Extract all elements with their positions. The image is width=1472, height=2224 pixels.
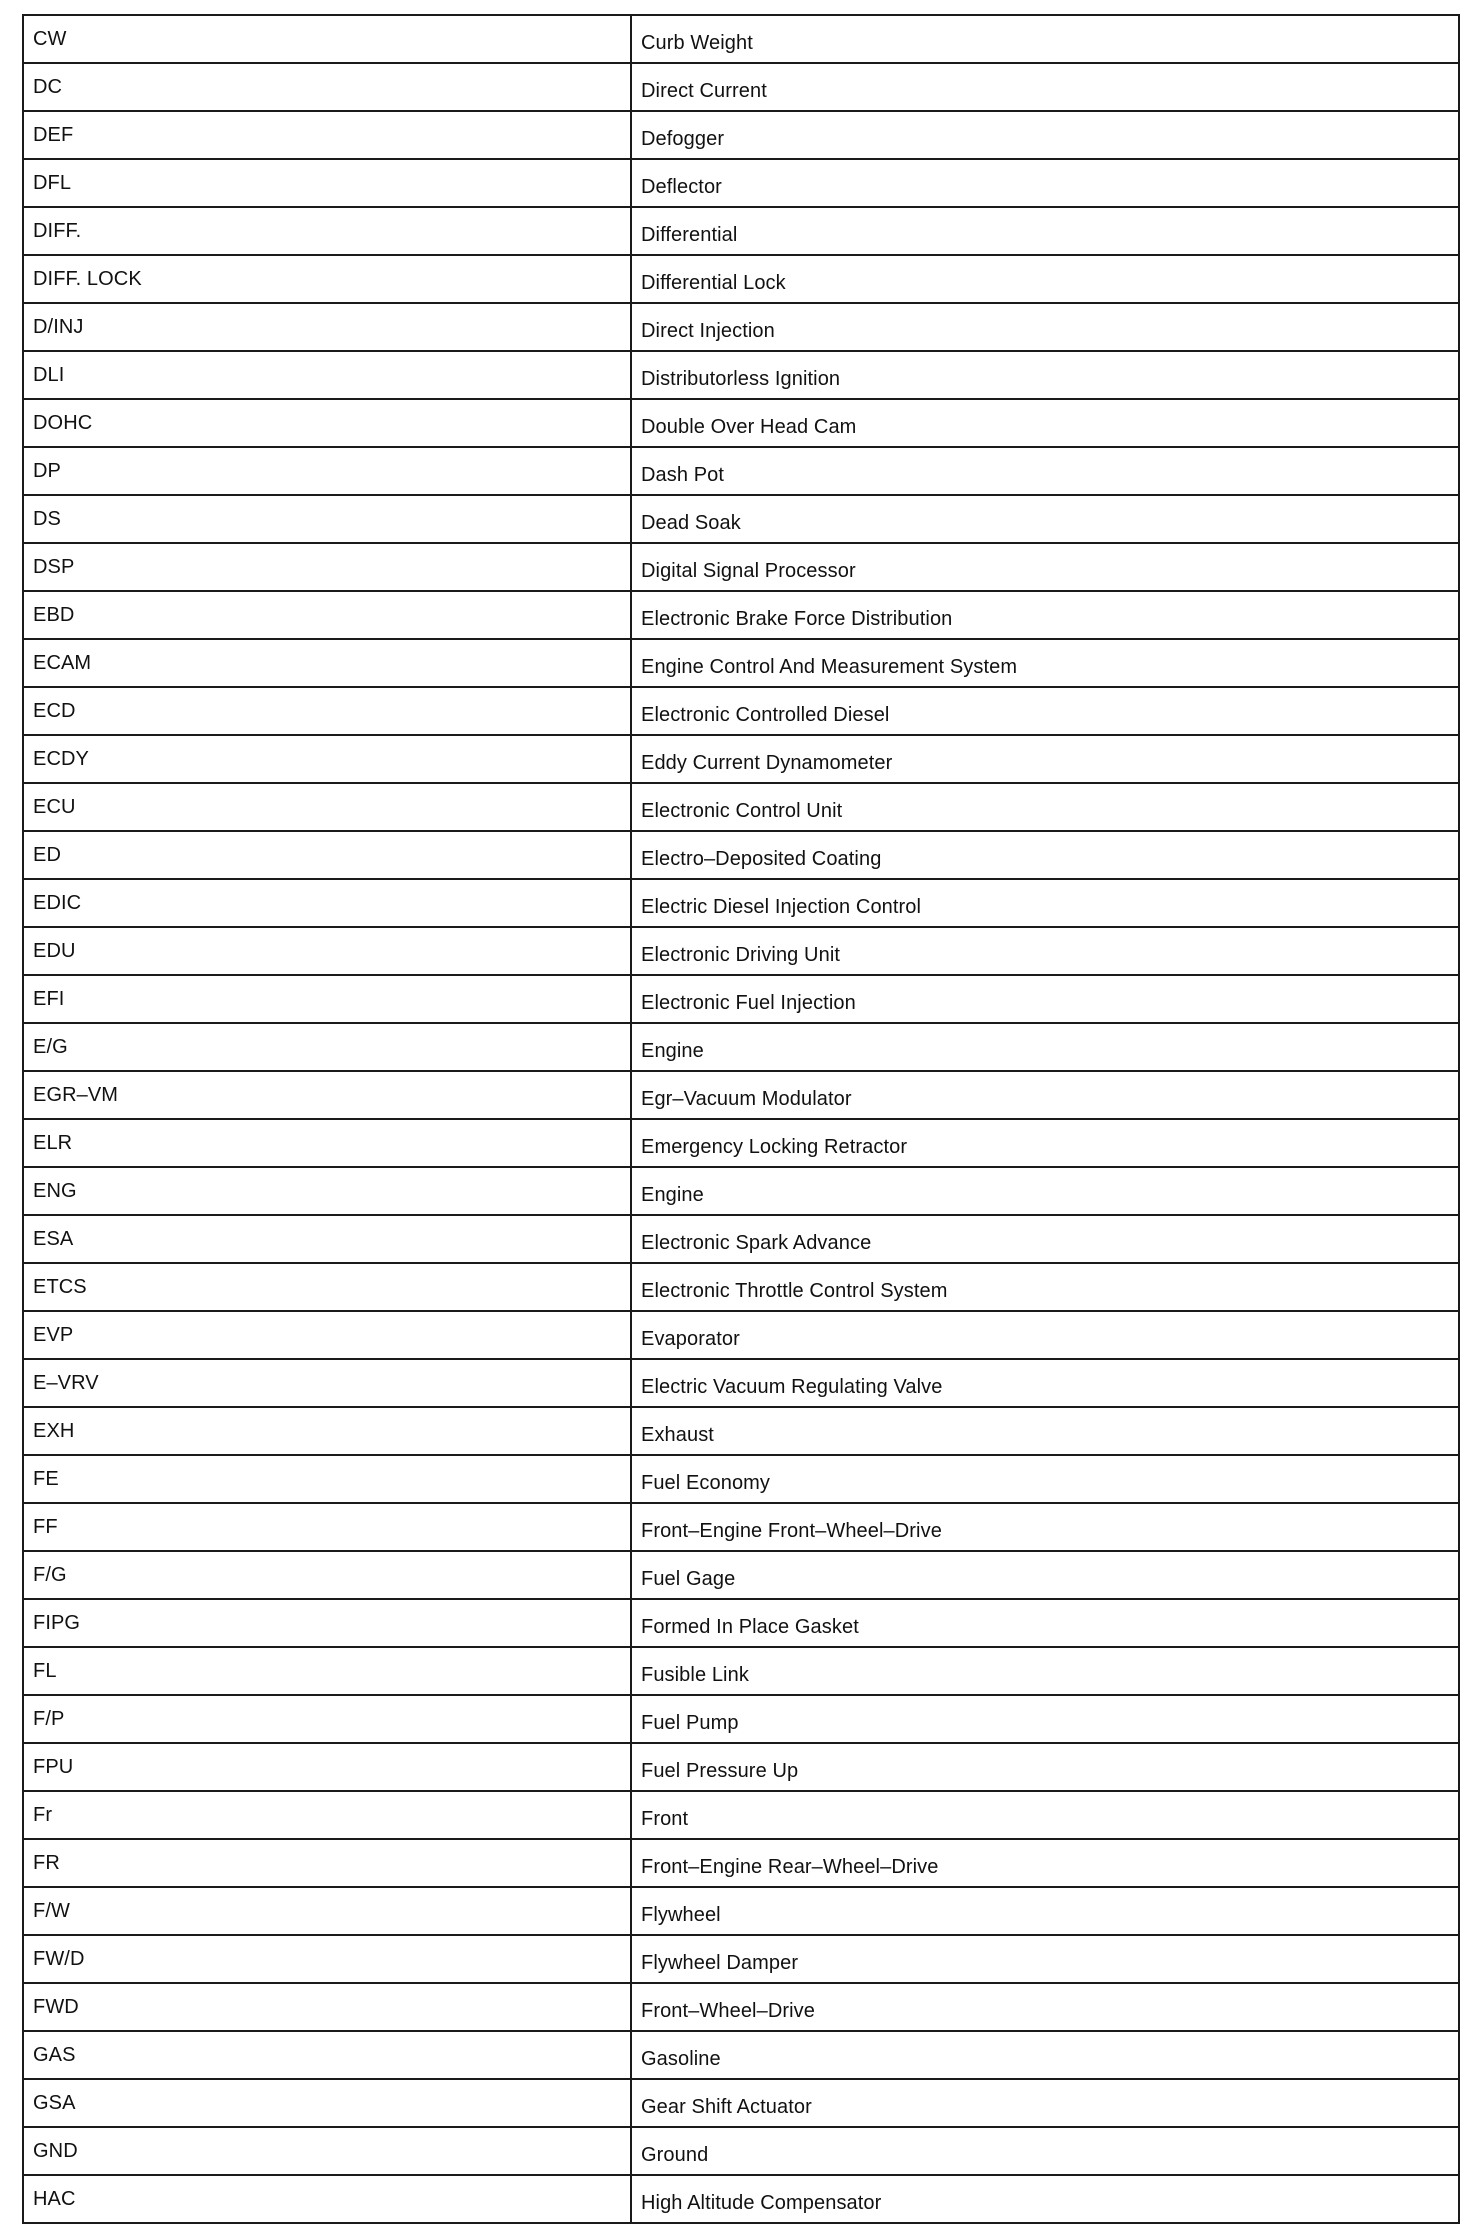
table-row — [23, 15, 1459, 63]
table-row — [23, 351, 1459, 399]
table-row — [23, 1503, 1459, 1551]
meaning-cell: Electronic Fuel Injection — [631, 975, 1459, 1023]
table-row — [23, 1359, 1459, 1407]
meaning-cell: Eddy Current Dynamometer — [631, 735, 1459, 783]
meaning-cell: Flywheel Damper — [631, 1935, 1459, 1983]
meaning-cell: Fusible Link — [631, 1647, 1459, 1695]
meaning-cell: Fuel Pressure Up — [631, 1743, 1459, 1791]
abbreviation-cell: FPU — [23, 1743, 631, 1791]
abbreviation-cell: ECDY — [23, 735, 631, 783]
table-row — [23, 111, 1459, 159]
abbreviation-cell: FIPG — [23, 1599, 631, 1647]
abbreviation-table — [22, 14, 1460, 2224]
abbreviation-cell: FF — [23, 1503, 631, 1551]
abbreviation-cell: ELR — [23, 1119, 631, 1167]
meaning-cell: Electronic Throttle Control System — [631, 1263, 1459, 1311]
abbreviation-cell: ECD — [23, 687, 631, 735]
meaning-cell: Engine — [631, 1023, 1459, 1071]
meaning-cell: Dash Pot — [631, 447, 1459, 495]
meaning-cell: Front–Engine Rear–Wheel–Drive — [631, 1839, 1459, 1887]
table-row — [23, 543, 1459, 591]
meaning-cell: Double Over Head Cam — [631, 399, 1459, 447]
table-row — [23, 1551, 1459, 1599]
meaning-cell: Distributorless Ignition — [631, 351, 1459, 399]
table-row — [23, 1263, 1459, 1311]
abbreviation-cell: EVP — [23, 1311, 631, 1359]
abbreviation-cell: Fr — [23, 1791, 631, 1839]
abbreviation-cell: DC — [23, 63, 631, 111]
meaning-cell: Evaporator — [631, 1311, 1459, 1359]
meaning-cell: Differential — [631, 207, 1459, 255]
abbreviation-cell: E/G — [23, 1023, 631, 1071]
meaning-cell: Digital Signal Processor — [631, 543, 1459, 591]
table-row — [23, 1455, 1459, 1503]
abbreviation-cell: EDIC — [23, 879, 631, 927]
table-row — [23, 159, 1459, 207]
abbreviation-cell: ED — [23, 831, 631, 879]
meaning-cell: Exhaust — [631, 1407, 1459, 1455]
meaning-cell: Electronic Controlled Diesel — [631, 687, 1459, 735]
meaning-cell: Electronic Brake Force Distribution — [631, 591, 1459, 639]
meaning-cell: Electric Vacuum Regulating Valve — [631, 1359, 1459, 1407]
table-row — [23, 2175, 1459, 2223]
table-row — [23, 495, 1459, 543]
meaning-cell: Front–Engine Front–Wheel–Drive — [631, 1503, 1459, 1551]
meaning-cell: Dead Soak — [631, 495, 1459, 543]
table-row — [23, 591, 1459, 639]
abbreviation-cell: EDU — [23, 927, 631, 975]
meaning-cell: Formed In Place Gasket — [631, 1599, 1459, 1647]
table-row — [23, 1647, 1459, 1695]
table-row — [23, 1407, 1459, 1455]
meaning-cell: Emergency Locking Retractor — [631, 1119, 1459, 1167]
abbreviation-cell: DFL — [23, 159, 631, 207]
table-row — [23, 1743, 1459, 1791]
table-row — [23, 303, 1459, 351]
abbreviation-cell: EGR–VM — [23, 1071, 631, 1119]
meaning-cell: Gasoline — [631, 2031, 1459, 2079]
abbreviation-cell: DLI — [23, 351, 631, 399]
abbreviation-cell: DIFF. — [23, 207, 631, 255]
table-row — [23, 1215, 1459, 1263]
abbreviation-cell: F/P — [23, 1695, 631, 1743]
abbreviation-cell: ENG — [23, 1167, 631, 1215]
table-row — [23, 2079, 1459, 2127]
table-row — [23, 1839, 1459, 1887]
meaning-cell: Ground — [631, 2127, 1459, 2175]
abbreviation-cell: F/W — [23, 1887, 631, 1935]
meaning-cell: Engine — [631, 1167, 1459, 1215]
meaning-cell: Electro–Deposited Coating — [631, 831, 1459, 879]
table-row — [23, 255, 1459, 303]
abbreviation-cell: FWD — [23, 1983, 631, 2031]
abbreviation-cell: EXH — [23, 1407, 631, 1455]
meaning-cell: Electronic Control Unit — [631, 783, 1459, 831]
abbreviation-cell: GND — [23, 2127, 631, 2175]
abbreviation-cell: E–VRV — [23, 1359, 631, 1407]
table-row — [23, 63, 1459, 111]
abbreviation-sheet — [22, 14, 1460, 2224]
abbreviation-cell: FW/D — [23, 1935, 631, 1983]
table-row — [23, 447, 1459, 495]
abbreviation-cell: DOHC — [23, 399, 631, 447]
table-row — [23, 1983, 1459, 2031]
table-row — [23, 1311, 1459, 1359]
abbreviation-cell: DS — [23, 495, 631, 543]
meaning-cell: Deflector — [631, 159, 1459, 207]
table-row — [23, 2031, 1459, 2079]
abbreviation-cell: CW — [23, 15, 631, 63]
abbreviation-cell: ECAM — [23, 639, 631, 687]
meaning-cell: Front — [631, 1791, 1459, 1839]
table-row — [23, 1695, 1459, 1743]
abbreviation-cell: ESA — [23, 1215, 631, 1263]
meaning-cell: Electric Diesel Injection Control — [631, 879, 1459, 927]
abbreviation-cell: D/INJ — [23, 303, 631, 351]
table-row — [23, 1023, 1459, 1071]
meaning-cell: Fuel Pump — [631, 1695, 1459, 1743]
abbreviation-cell: ECU — [23, 783, 631, 831]
table-row — [23, 1167, 1459, 1215]
table-row — [23, 399, 1459, 447]
table-row — [23, 639, 1459, 687]
table-row — [23, 975, 1459, 1023]
meaning-cell: Direct Injection — [631, 303, 1459, 351]
table-row — [23, 1119, 1459, 1167]
meaning-cell: Defogger — [631, 111, 1459, 159]
table-row — [23, 687, 1459, 735]
meaning-cell: Curb Weight — [631, 15, 1459, 63]
table-row — [23, 879, 1459, 927]
table-row — [23, 1887, 1459, 1935]
table-row — [23, 1071, 1459, 1119]
table-row — [23, 1599, 1459, 1647]
abbreviation-cell: FL — [23, 1647, 631, 1695]
meaning-cell: Flywheel — [631, 1887, 1459, 1935]
table-row — [23, 2127, 1459, 2175]
table-row — [23, 735, 1459, 783]
abbreviation-cell: HAC — [23, 2175, 631, 2223]
table-row — [23, 927, 1459, 975]
table-row — [23, 783, 1459, 831]
meaning-cell: Electronic Spark Advance — [631, 1215, 1459, 1263]
table-row — [23, 1935, 1459, 1983]
meaning-cell: High Altitude Compensator — [631, 2175, 1459, 2223]
abbreviation-cell: GSA — [23, 2079, 631, 2127]
abbreviation-cell: F/G — [23, 1551, 631, 1599]
abbreviation-cell: EBD — [23, 591, 631, 639]
abbreviation-cell: DEF — [23, 111, 631, 159]
meaning-cell: Fuel Economy — [631, 1455, 1459, 1503]
abbreviation-cell: DP — [23, 447, 631, 495]
abbreviation-cell: EFI — [23, 975, 631, 1023]
abbreviation-cell: DSP — [23, 543, 631, 591]
meaning-cell: Front–Wheel–Drive — [631, 1983, 1459, 2031]
abbreviation-cell: FE — [23, 1455, 631, 1503]
table-row — [23, 1791, 1459, 1839]
abbreviation-table-body — [23, 15, 1459, 2223]
meaning-cell: Engine Control And Measurement System — [631, 639, 1459, 687]
table-row — [23, 831, 1459, 879]
abbreviation-cell: ETCS — [23, 1263, 631, 1311]
meaning-cell: Egr–Vacuum Modulator — [631, 1071, 1459, 1119]
meaning-cell: Differential Lock — [631, 255, 1459, 303]
abbreviation-cell: GAS — [23, 2031, 631, 2079]
abbreviation-cell: FR — [23, 1839, 631, 1887]
table-row — [23, 207, 1459, 255]
meaning-cell: Gear Shift Actuator — [631, 2079, 1459, 2127]
meaning-cell: Direct Current — [631, 63, 1459, 111]
meaning-cell: Electronic Driving Unit — [631, 927, 1459, 975]
meaning-cell: Fuel Gage — [631, 1551, 1459, 1599]
abbreviation-cell: DIFF. LOCK — [23, 255, 631, 303]
